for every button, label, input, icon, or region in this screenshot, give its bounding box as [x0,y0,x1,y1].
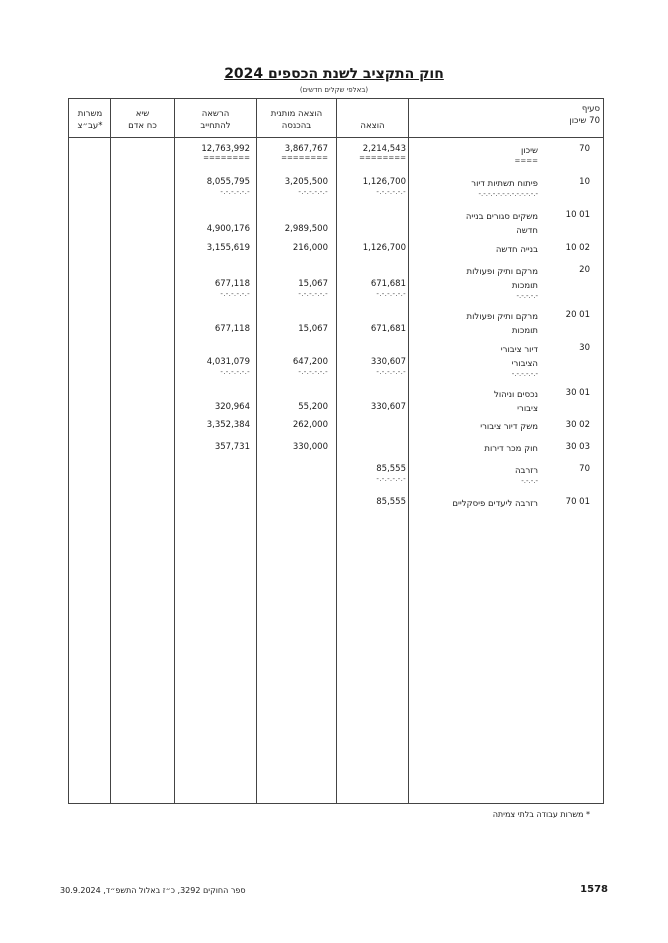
section-code: 20 01 [565,310,590,320]
header-expense: הוצאה [360,121,385,131]
cell-conditional: 216,000 [292,243,328,253]
cell-expense: 1,126,700 [362,177,406,187]
cell-conditional: 330,000 [292,442,328,452]
cell-commitment: 3,155,619 [206,243,250,253]
item-name-underline: -.-.-.- [521,477,538,485]
section-code: 30 03 [565,442,590,452]
page-citation: ספר החוקים 3292, כ״ז באלול התשפ״ד, 30.9.2024 [60,886,246,895]
cell-conditional-underline: -.-.-.-.-.- [298,188,328,196]
double-rule-glyph: ======== [359,154,406,162]
cell-conditional: 15,067 [298,279,328,289]
cell-expense-underline: -.-.-.-.-.- [376,290,406,298]
header-section: סעיף 70 שיכון [569,104,600,126]
item-name-underline: -.-.-.-.- [516,292,538,300]
section-code: 70 [579,464,590,474]
section-code: 10 01 [565,210,590,220]
item-name: נכסים וניהול [494,390,538,400]
cell-expense: 330,607 [370,357,406,367]
section-code: 30 02 [565,420,590,430]
cell-commitment: 357,731 [214,442,250,452]
item-name: פיתוח תשתיות דיור [471,179,538,189]
section-code: 70 01 [565,497,590,507]
double-rule-glyph: ======== [281,154,328,162]
item-name: דיור ציבורי [500,345,538,355]
cell-conditional: 3,205,500 [284,177,328,187]
cell-commitment: 4,031,079 [206,357,250,367]
cell-expense: 330,607 [370,402,406,412]
header-positions: משרות עב״צ* [77,109,103,131]
cell-commitment: 677,118 [214,324,250,334]
cell-conditional: 2,989,500 [284,224,328,234]
cell-conditional: 262,000 [292,420,328,430]
cell-expense: 85,555 [376,464,406,474]
double-rule-glyph: ======== [203,154,250,162]
item-name: ציבורי [517,404,538,414]
cell-expense-underline: -.-.-.-.-.- [376,475,406,483]
cell-commitment: 677,118 [214,279,250,289]
item-name-underline: -.-.-.-.-.- [511,370,538,378]
cell-expense-underline: -.-.-.-.-.- [376,188,406,196]
cell-commitment: 12,763,992 [201,144,250,154]
item-name: חוק מכר דירות [484,444,538,454]
section-code: 70 [579,144,590,154]
cell-conditional-underline: -.-.-.-.-.- [298,368,328,376]
item-name: תומכות [511,326,538,336]
cell-commitment: 4,900,176 [206,224,250,234]
cell-commitment: 320,964 [214,402,250,412]
column-divider [336,98,337,804]
cell-expense: 2,214,543 [362,144,406,154]
cell-conditional: 15,067 [298,324,328,334]
item-name: רזרבה [514,466,538,476]
cell-conditional-underline: -.-.-.-.-.- [298,290,328,298]
cell-conditional: 647,200 [292,357,328,367]
item-name: שיכון [520,146,538,156]
item-name: מרקם ותיק ופעולות [466,267,538,277]
item-name-underline: -.-.-.-.-.-.-.-.-.-.-.-.- [478,190,538,198]
cell-conditional-double-rule [248,155,328,162]
document-title: חוק התקציב לשנת הכספים 2024 [224,66,444,82]
column-divider [110,98,111,804]
cell-expense: 1,126,700 [362,243,406,253]
cell-commitment-underline: -.-.-.-.-.- [220,188,250,196]
section-code: 10 02 [565,243,590,253]
section-code: 30 01 [565,388,590,398]
cell-expense-double-rule [326,155,406,162]
header-conditional-expense: הוצאה מותנית בהכנסה [270,109,323,131]
item-name-underline: ==== [514,157,538,165]
section-code: 20 [579,265,590,275]
cell-expense: 671,681 [370,324,406,334]
cell-conditional: 55,200 [298,402,328,412]
cell-commitment: 3,352,384 [206,420,250,430]
item-name: תומכות [511,281,538,291]
cell-commitment-underline: -.-.-.-.-.- [220,290,250,298]
cell-commitment: 8,055,795 [206,177,250,187]
header-commitment: הרשאה להתחייב [200,109,231,131]
document-subtitle: (באלפי שקלים חדשים) [299,86,369,94]
item-name: הציבורי [511,359,538,369]
item-name: מרקם ותיק ופעולות [466,312,538,322]
section-code: 10 [579,177,590,187]
cell-commitment-double-rule [170,155,250,162]
item-name: רזרבה ליעדים פיסקליים [452,499,538,509]
cell-conditional: 3,867,767 [284,144,328,154]
cell-expense-underline: -.-.-.-.-.- [376,368,406,376]
item-name: בנייה חדשה [495,245,538,255]
cell-expense: 85,555 [376,497,406,507]
cell-commitment-underline: -.-.-.-.-.- [220,368,250,376]
header-manpower: שיא כח אדם [128,109,157,131]
item-name: משק דיור ציבורי [480,422,538,432]
item-name: חדשה [516,226,538,236]
cell-expense: 671,681 [370,279,406,289]
item-name: משקים סגורים בנייה [465,212,538,222]
section-code: 30 [579,343,590,353]
footnote: * משרות עבודה בלתי צמיתה [492,810,590,819]
page-number: 1578 [580,884,608,895]
column-divider [408,98,409,804]
